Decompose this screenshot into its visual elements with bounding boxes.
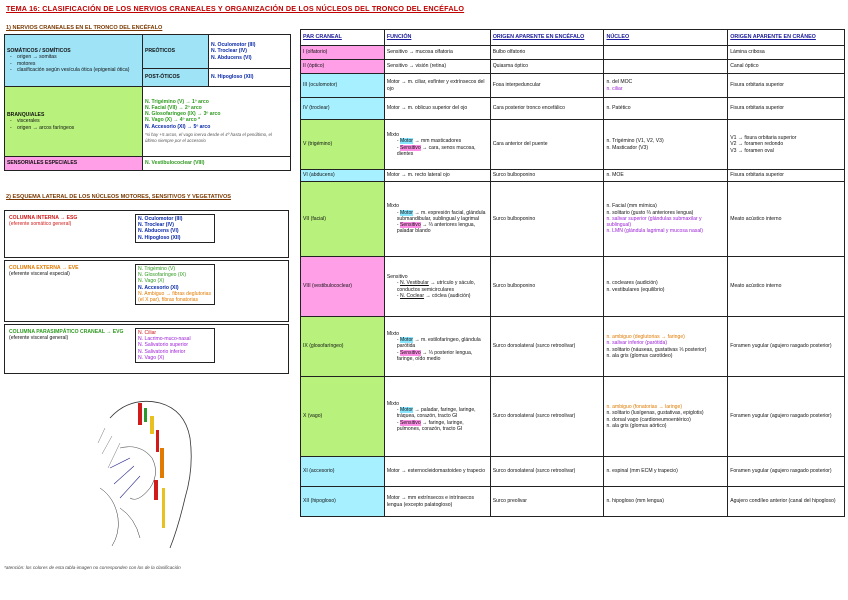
cell-cra: Foramen yugular (agujero rasgado posterior)	[728, 457, 845, 487]
cell-ori: Surco bulboponino	[490, 182, 604, 257]
cell-nuc: n. Patético	[604, 98, 728, 120]
cell-ori: Surco dorsolateral (surco retroolivar)	[490, 377, 604, 457]
cell-par: IX (glosofaríngeo)	[301, 317, 385, 377]
table-row	[301, 120, 845, 170]
section-2-heading: 2) ESQUEMA LATERAL DE LOS NÚCLEOS MOTORES, SENSITIVOS Y VEGETATIVOS	[6, 194, 232, 200]
list-item: N. Vago (X)	[138, 354, 165, 361]
list-item: - origen → arcos faríngeos	[7, 125, 140, 131]
cell-cra: Fisura orbitaria superior	[728, 74, 845, 98]
preotic-nerves	[209, 35, 291, 69]
cell-fun: Motor → esternocleidomastoideo y trapecio	[384, 457, 490, 487]
table-row	[301, 487, 845, 517]
postotic-label: POST-ÓTICOS	[143, 69, 209, 87]
list-item: N. Salivatorio superior	[138, 342, 189, 349]
cell-nuc: n. ambiguo (fonatorias → laringe) n. solitario (lusígenas, gustativas, epiglotis) n. dorsal vago (cardioneumoentérico) n. ala gris (glomus aórtico)	[604, 377, 728, 457]
cell-cra: Fisura orbitaria superior	[728, 98, 845, 120]
table-row	[301, 257, 845, 317]
cell-ori: Quiasma óptico	[490, 60, 604, 74]
footnote: *atención: los colores de esta tabla-imagen no corresponden con los de la clasificación	[4, 565, 181, 570]
somatic-label: SOMÁTICOS / SOMÍTICOS	[7, 48, 71, 55]
table-row	[301, 60, 845, 74]
table-row	[301, 317, 845, 377]
cell-nuc: n. ambiguo (deglutorias → faringe) n. salivar inferior (parótida) n. solitario (náuseas, gustativas ⅓ posterior) n. ala gris (glomus carotídeo)	[604, 317, 728, 377]
cell-par: II (óptico)	[301, 60, 385, 74]
branchial-cell	[5, 87, 143, 157]
cell-par: XII (hipogloso)	[301, 487, 385, 517]
cell-nuc: n. hipogloso (mm lengua)	[604, 487, 728, 517]
table-row	[301, 74, 845, 98]
list-item: N. Hipogloso (XII)	[138, 234, 181, 241]
classification-table	[4, 34, 291, 171]
cell-cra: Foramen yugular (agujero rasgado posterior)	[728, 317, 845, 377]
list-item: N. Accesorio (XI)	[138, 284, 179, 291]
col-header: ORIGEN APARENTE EN ENCÉFALO	[490, 30, 604, 46]
col1-sub: (eferente somático general)	[9, 221, 72, 228]
cell-ori: Cara posterior tronco encefálico	[490, 98, 604, 120]
cranial-nerves-table	[300, 29, 845, 517]
preotic-label: PREÓTICOS	[143, 35, 209, 69]
cell-nuc: n. espinal (mm ECM y trapecio)	[604, 457, 728, 487]
list-item: N. Oculomotor (III)	[211, 42, 256, 49]
cell-ori: Surco dorsolateral (surco retroolivar)	[490, 317, 604, 377]
col1-nerves	[135, 214, 215, 243]
list-item: N. Glosofaríngeo (IX) → 3º arco	[145, 111, 221, 118]
cell-par: X (vago)	[301, 377, 385, 457]
col2-nerves	[135, 264, 215, 305]
cell-fun: Motor → m. ciliar, esfínter y extrínsecos del ojo	[384, 74, 490, 98]
column-parasympathetic	[4, 324, 289, 374]
cell-par: VIII (vestibulococlear)	[301, 257, 385, 317]
col-header: NÚCLEO	[604, 30, 728, 46]
table-row	[301, 170, 845, 182]
branchial-label: BRANQUIALES	[7, 112, 45, 119]
col2-title: COLUMNA EXTERNA → EVE	[9, 265, 79, 271]
col-header: PAR CRANEAL	[301, 30, 385, 46]
cell-fun: Sensitivo - N. Vestibular → utrículo y sáculo, conductos semicirculares - N. Coclear → cóclea (audición)	[384, 257, 490, 317]
cell-fun: Sensitivo → visión (retina)	[384, 60, 490, 74]
cell-cra: Foramen yugular (agujero rasgado posterior)	[728, 377, 845, 457]
branchial-note: *si hay +5 arcos, el vago inerva desde el 4º hasta el penúltimo, el último siempre por el accesorio	[145, 131, 272, 143]
cell-cra: Canal óptico	[728, 60, 845, 74]
cell-fun: Mixto - Motor → mm masticadores - Sensitivo → cara, senos mucosa, dientes	[384, 120, 490, 170]
list-item: N. Lacrimo-muco-nasal	[138, 336, 191, 343]
list-item: N. Vago (X) → 4º arco *	[145, 117, 201, 124]
cell-fun: Motor → m. oblicuo superior del ojo	[384, 98, 490, 120]
page-title: TEMA 16: CLASIFICACIÓN DE LOS NERVIOS CRANEALES Y ORGANIZACIÓN DE LOS NÚCLEOS DEL TRONCO DEL ENCÉFALO	[6, 4, 465, 13]
cell-par: VII (facial)	[301, 182, 385, 257]
cell-par: V (trigémino)	[301, 120, 385, 170]
cell-fun: Mixto - Motor → m. estilofaríngeo, glándula parótida - Sensitivo → ⅓ posterior lengua, faringe, oído medio	[384, 317, 490, 377]
cell-fun: Motor → m. recto lateral ojo	[384, 170, 490, 182]
list-item: N. Troclear (IV)	[211, 48, 247, 55]
cell-nuc	[604, 60, 728, 74]
cell-ori: Fosa interpeduncular	[490, 74, 604, 98]
list-item: N. Facial (VII) → 2º arco	[145, 104, 202, 111]
list-item: N. Troclear (IV)	[138, 222, 174, 229]
section-1-heading: 1) NERVIOS CRANEALES EN EL TRONCO DEL ENCÉFALO	[6, 25, 163, 31]
cell-cra: Fisura orbitaria superior	[728, 170, 845, 182]
brainstem-nuclei-illustration	[90, 388, 220, 553]
cell-nuc: n. MOE	[604, 170, 728, 182]
col1-title: COLUMNA INTERNA → ESG	[9, 215, 78, 221]
list-item: - viscerales	[7, 118, 140, 124]
cell-ori: Bulbo olfatorio	[490, 46, 604, 60]
cell-fun: Sensitivo → mucosa olfatoria	[384, 46, 490, 60]
table-row	[301, 182, 845, 257]
table-row	[301, 46, 845, 60]
list-item: N. Glosofaríngeo (IX)	[138, 272, 187, 279]
cell-nuc: n. Facial (mm mímica) n. solitario (gusto ⅔ anteriores lengua) n. salivar superior (glándulas submaxilar y sublingual) n. LMN (glándula lagrimal y mucosa nasal)	[604, 182, 728, 257]
list-item: N. Ciliar	[138, 330, 157, 336]
col-header: ORIGEN APARENTE EN CRÁNEO	[728, 30, 845, 46]
cell-nuc: n. cocleares (audición) n. vestibulares (equilibrio)	[604, 257, 728, 317]
column-internal	[4, 210, 289, 258]
column-external	[4, 260, 289, 322]
list-item: N. Accesorio (XI) → 5º arco	[145, 123, 211, 130]
list-item: N. Trigémino (V)	[138, 266, 176, 272]
col3-title: COLUMNA PARASIMPÁTICO CRANEAL → EVG	[9, 329, 124, 335]
cell-cra: Meato acústico interno	[728, 182, 845, 257]
branchial-nerves	[143, 87, 291, 157]
cell-par: XI (accesorio)	[301, 457, 385, 487]
list-item: N. Vago (X)	[138, 278, 165, 285]
cell-ori: Cara anterior del puente	[490, 120, 604, 170]
cell-cra: Lámina cribosa	[728, 46, 845, 60]
col3-nerves	[135, 328, 215, 363]
list-item: N. Ambiguo → fibras deglutorias (el X par), fibras fonatorias	[138, 290, 212, 304]
sensory-label: SENSORIALES ESPECIALES	[5, 157, 143, 171]
postotic-nerves: N. Hipogloso (XII)	[209, 69, 291, 87]
cell-par: IV (troclear)	[301, 98, 385, 120]
cell-par: I (olfatorio)	[301, 46, 385, 60]
cell-ori: Surco preolivar	[490, 487, 604, 517]
list-item: N. Abducens (VI)	[138, 228, 179, 235]
cell-fun: Mixto - Motor → m. expresión facial, glándula submandibular, sublingual y lagrimal - Sensitivo → ⅔ anteriores lengua, paladar blando	[384, 182, 490, 257]
cell-cra: V1 → fisura orbitaria superior V2 → foramen redondo V3 → foramen oval	[728, 120, 845, 170]
table-row	[301, 98, 845, 120]
cell-fun: Motor → mm extrínsecos e intrínsecos lengua (excepto palatogloso)	[384, 487, 490, 517]
cell-ori: Surco bulboponino	[490, 257, 604, 317]
list-item: N. Oculomotor (III)	[138, 216, 183, 222]
cell-ori: Surco dorsolateral (surco retroolivar)	[490, 457, 604, 487]
table-row	[301, 377, 845, 457]
cell-fun: Mixto - Motor → paladar, faringe, laringe, tráquea, corazón, tracto GI - Sensitivo → faringe, laringe, pulmones, corazón, tracto GI	[384, 377, 490, 457]
col-header: FUNCIÓN	[384, 30, 490, 46]
cell-par: III (oculomotor)	[301, 74, 385, 98]
list-item: - clasificación según vesícula ótica (epigenial ótica)	[7, 67, 140, 73]
cell-nuc: n. del MOC n. ciliar	[604, 74, 728, 98]
cell-ori: Surco bulboponino	[490, 170, 604, 182]
cell-par: VI (abducens)	[301, 170, 385, 182]
col3-sub: (eferente visceral general)	[9, 335, 69, 342]
cell-nuc	[604, 46, 728, 60]
somatic-cell	[5, 35, 143, 87]
sensory-nerve: N. Vestibulococlear (VIII)	[143, 157, 291, 171]
list-item: - origen → somitas	[7, 54, 140, 60]
list-item: N. Abducens (VI)	[211, 54, 252, 61]
col2-sub: (eferente visceral especial)	[9, 271, 70, 278]
table-row	[301, 457, 845, 487]
cell-nuc: n. Trigémino (V1, V2, V3) n. Masticador (V3)	[604, 120, 728, 170]
cell-cra: Agujero condíleo anterior (canal del hipogloso)	[728, 487, 845, 517]
list-item: N. Salivatorio inferior	[138, 348, 186, 355]
cell-cra: Meato acústico interno	[728, 257, 845, 317]
list-item: N. Trigémino (V) → 1º arco	[145, 98, 209, 105]
list-item: - motores	[7, 61, 140, 67]
